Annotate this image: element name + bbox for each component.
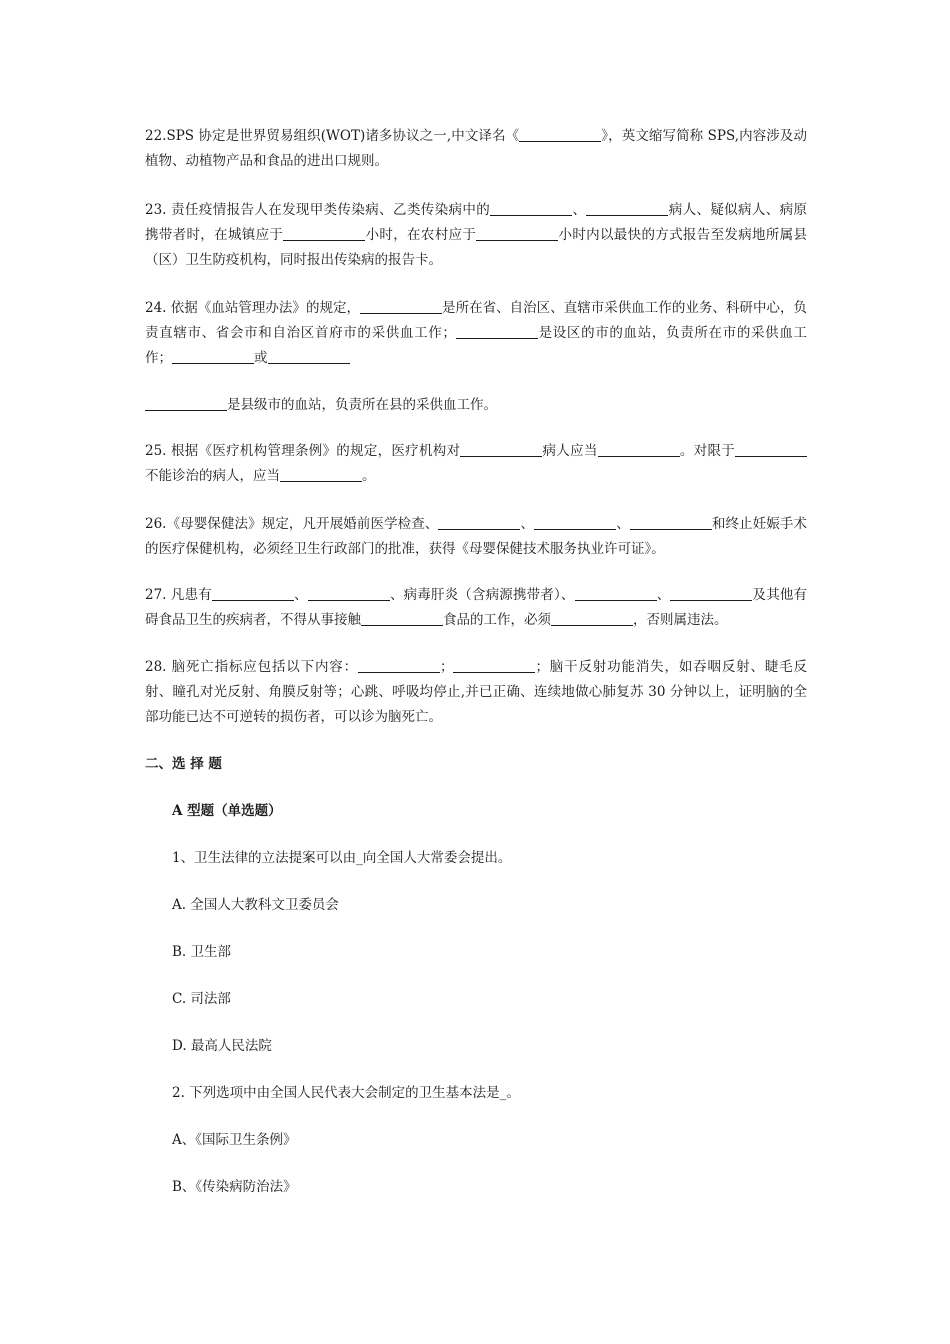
answer-blank[interactable] — [670, 586, 752, 601]
question-24: 24. 依据《血站管理办法》的规定， 是所在省、自治区、直辖市采供血工作的业务、科研中心，负责直辖市、省会市和自治区首府市的采供血工作； 是设区的市的血站，负责所在市的采供血工作； 或 — [145, 300, 808, 366]
answer-blank[interactable] — [172, 349, 254, 364]
answer-blank[interactable] — [598, 442, 680, 457]
option-d[interactable]: D. 最高人民法院 — [172, 1038, 272, 1054]
option-b[interactable]: B、《传染病防治法》 — [172, 1179, 297, 1195]
answer-blank[interactable] — [456, 324, 538, 339]
answer-blank[interactable] — [551, 611, 633, 626]
answer-blank[interactable] — [630, 515, 712, 530]
answer-blank[interactable] — [460, 442, 542, 457]
subsection-title: A 型题（单选题） — [172, 803, 282, 819]
question-27: 27. 凡患有 、 、病毒肝炎（含病源携带者）、 、 及其他有碍食品卫生的疾病者，不得从事接触 食品的工作，必须 ，否则属违法。 — [145, 587, 808, 628]
answer-blank[interactable] — [519, 127, 601, 142]
question-22: 22.SPS 协定是世界贸易组织(WOT)诸多协议之一,中文译名《 》，英文缩写简称 SPS,内容涉及动植物、动植物产品和食品的进出口规则。 — [145, 128, 807, 169]
answer-blank[interactable] — [438, 515, 520, 530]
answer-blank[interactable] — [575, 586, 657, 601]
answer-blank[interactable] — [308, 586, 390, 601]
answer-blank[interactable] — [268, 349, 350, 364]
question-stem: 2. 下列选项中由全国人民代表大会制定的卫生基本法是_。 — [172, 1085, 520, 1101]
question-stem: 1、卫生法律的立法提案可以由_向全国人大常委会提出。 — [172, 850, 512, 866]
answer-blank[interactable] — [534, 515, 616, 530]
answer-blank[interactable] — [490, 201, 572, 216]
option-a[interactable]: A、《国际卫生条例》 — [172, 1132, 297, 1148]
question-25: 25. 根据《医疗机构管理条例》的规定，医疗机构对 病人应当 。对限于不能诊治的病人，应当 。 — [145, 439, 807, 489]
answer-blank[interactable] — [476, 226, 558, 241]
section-title: 二、选 择 题 — [145, 756, 222, 772]
question-26: 26.《母婴保健法》规定，凡开展婚前医学检查、 、 、 和终止妊娠手术的医疗保健机构，必须经卫生行政部门的批准，获得《母婴保健技术服务执业许可证》。 — [145, 516, 808, 557]
option-a[interactable]: A. 全国人大教科文卫委员会 — [172, 897, 339, 913]
answer-blank[interactable] — [283, 226, 365, 241]
answer-blank[interactable] — [735, 442, 807, 457]
option-c[interactable]: C. 司法部 — [172, 991, 231, 1007]
question-24-continued: 是县级市的血站，负责所在县的采供血工作。 — [145, 393, 807, 418]
answer-blank[interactable] — [361, 611, 443, 626]
option-b[interactable]: B. 卫生部 — [172, 944, 232, 960]
answer-blank[interactable] — [280, 467, 362, 482]
answer-blank[interactable] — [586, 201, 668, 216]
answer-blank[interactable] — [358, 658, 440, 673]
answer-blank[interactable] — [360, 299, 442, 314]
answer-blank[interactable] — [453, 658, 535, 673]
answer-blank[interactable] — [145, 396, 227, 411]
question-28: 28. 脑死亡指标应包括以下内容： ； ；脑干反射功能消失，如吞咽反射、睫毛反射、瞳孔对光反射、角膜反射等；心跳、呼吸均停止,并已正确、连续地做心肺复苏 30 分钟以上，证明脑的全部功能已达不可逆转的损伤者，可以诊为脑死亡。 — [145, 659, 808, 725]
question-23: 23. 责任疫情报告人在发现甲类传染病、乙类传染病中的 、 病人、疑似病人、病原携带者时，在城镇应于 小时，在农村应于 小时内以最快的方式报告至发病地所属县（区）卫生防疫机构，同时报出传染病的报告卡。 — [145, 202, 808, 268]
answer-blank[interactable] — [212, 586, 294, 601]
